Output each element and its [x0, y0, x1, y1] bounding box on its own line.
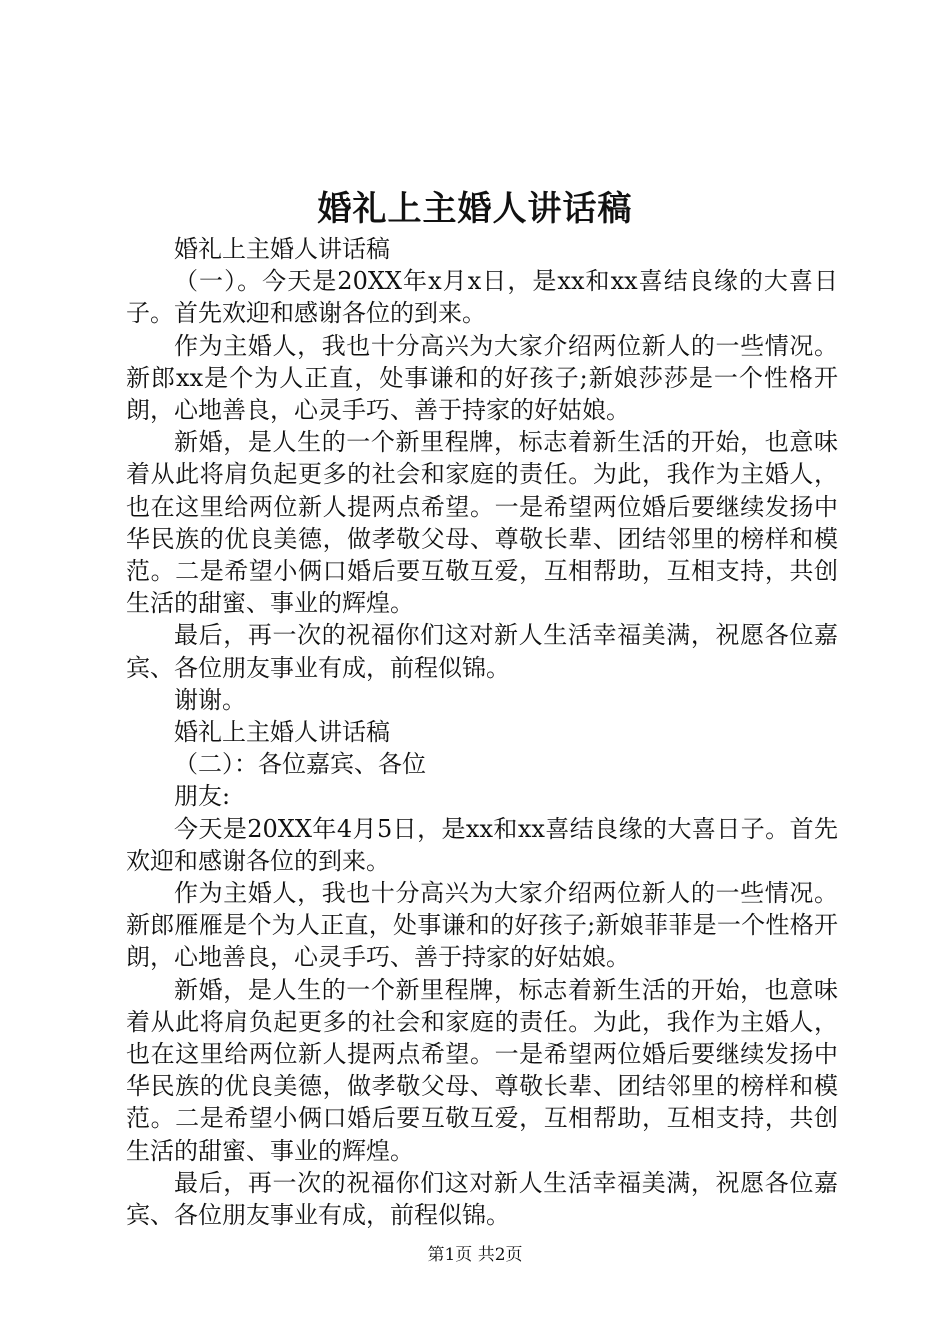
paragraph: 谢谢。 [174, 685, 246, 714]
paragraph: 新婚，是人生的一个新里程牌，标志着新生活的开始，也意味着从此将肩负起更多的社会和家庭的责任。为此，我作为主婚人，也在这里给两位新人提两点希望。一是希望两位婚后要继续发扬中华民族的优良美德，做孝敬父母、尊敬长辈、团结邻里的榜样和模范。二是希望小俩口婚后要互敬互爱，互相帮助，互相支持，共创生活的甜蜜、事业的辉煌。 [126, 975, 838, 1165]
paragraph: 新婚，是人生的一个新里程牌，标志着新生活的开始，也意味着从此将肩负起更多的社会和家庭的责任。为此，我作为主婚人，也在这里给两位新人提两点希望。一是希望两位婚后要继续发扬中华民族的优良美德，做孝敬父母、尊敬长辈、团结邻里的榜样和模范。二是希望小俩口婚后要互敬互爱，互相帮助，互相支持，共创生活的甜蜜、事业的辉煌。 [126, 428, 838, 618]
paragraph: （一）。今天是20XX年x月x日，是xx和xx喜结良缘的大喜日子。首先欢迎和感谢各位的到来。 [126, 267, 838, 328]
document-body [126, 233, 838, 1231]
paragraph: 朋友: [174, 782, 231, 811]
document-title: 婚礼上主婚人讲话稿 [317, 189, 633, 229]
paragraph: 最后，再一次的祝福你们这对新人生活幸福美满，祝愿各位嘉宾、各位朋友事业有成，前程似锦。 [126, 621, 838, 682]
paragraph: 今天是20XX年4月5日，是xx和xx喜结良缘的大喜日子。首先欢迎和感谢各位的到来。 [126, 814, 838, 875]
paragraph: （二）：各位嘉宾、各位 [174, 750, 426, 779]
paragraph: 最后，再一次的祝福你们这对新人生活幸福美满，祝愿各位嘉宾、各位朋友事业有成，前程似锦。 [126, 1168, 838, 1230]
paragraph: 婚礼上主婚人讲话稿 [174, 718, 390, 747]
paragraph: 作为主婚人，我也十分高兴为大家介绍两位新人的一些情况。新郎xx是个为人正直，处事谦和的好孩子;新娘莎莎是一个性格开朗，心地善良，心灵手巧、善于持家的好姑娘。 [126, 331, 838, 425]
page-footer: 第1页 共2页 [427, 1245, 523, 1265]
paragraph: 作为主婚人，我也十分高兴为大家介绍两位新人的一些情况。新郎雁雁是个为人正直，处事谦和的好孩子;新娘菲菲是一个性格开朗，心地善良，心灵手巧、善于持家的好姑娘。 [126, 879, 838, 972]
paragraph: 婚礼上主婚人讲话稿 [174, 235, 390, 263]
